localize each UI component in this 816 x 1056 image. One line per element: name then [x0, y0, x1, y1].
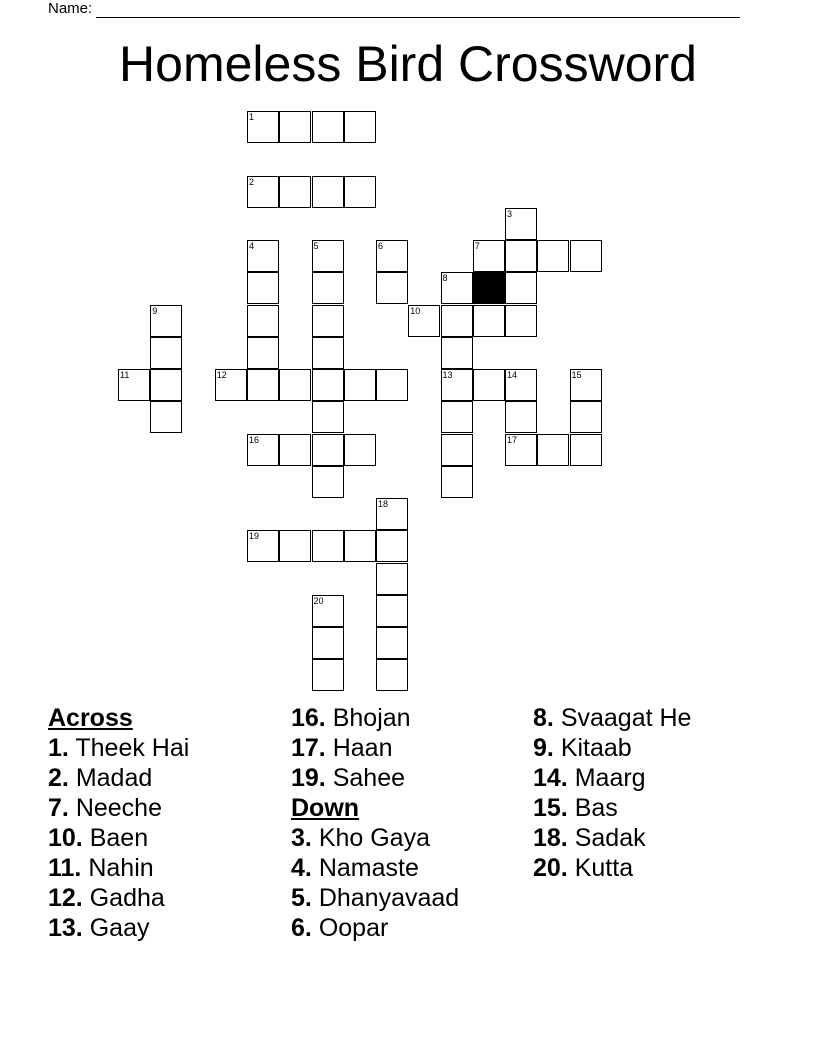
clue-number: 17	[507, 434, 518, 445]
clue-number: 9	[152, 305, 158, 316]
clue-item-number: 10.	[48, 824, 83, 852]
grid-cell[interactable]	[441, 434, 473, 466]
grid-cell[interactable]	[505, 240, 537, 272]
grid-cell[interactable]	[247, 305, 279, 337]
clue-item-text: Bas	[574, 794, 618, 822]
grid-cell[interactable]	[570, 401, 602, 433]
grid-cell[interactable]	[247, 369, 279, 401]
grid-cell[interactable]	[537, 240, 569, 272]
grid-cell[interactable]	[505, 305, 537, 337]
grid-cell[interactable]	[376, 659, 408, 691]
grid-cell[interactable]	[441, 272, 473, 304]
grid-cell[interactable]	[441, 305, 473, 337]
grid-cell[interactable]	[312, 401, 344, 433]
grid-cell[interactable]	[376, 530, 408, 562]
clue-item	[533, 823, 773, 853]
clue-item	[48, 883, 288, 913]
grid-cell[interactable]	[344, 369, 376, 401]
clue-column-1	[48, 703, 288, 943]
grid-cell[interactable]	[279, 111, 311, 143]
grid-cell[interactable]	[505, 208, 537, 240]
clue-item	[291, 733, 531, 763]
clue-item-text: Neeche	[75, 794, 162, 822]
clue-item-text: Gadha	[89, 884, 165, 912]
clue-item	[48, 763, 288, 793]
grid-cell[interactable]	[441, 401, 473, 433]
grid-cell[interactable]	[570, 240, 602, 272]
clue-number: 19	[249, 531, 260, 542]
grid-cell[interactable]	[312, 369, 344, 401]
grid-cell[interactable]	[312, 305, 344, 337]
clue-number: 6	[378, 241, 384, 251]
grid-cell[interactable]	[312, 627, 344, 659]
clue-item-number: 13.	[48, 914, 83, 942]
grid-cell[interactable]	[505, 401, 537, 433]
clue-item-number: 18.	[533, 824, 568, 852]
clue-item-number: 12.	[48, 884, 83, 912]
grid-cell[interactable]	[150, 305, 182, 337]
grid-cell[interactable]	[279, 176, 311, 208]
clue-number: 11	[120, 370, 130, 380]
clue-item-text: Baen	[89, 824, 149, 852]
clue-item	[533, 763, 773, 793]
grid-cell[interactable]	[344, 530, 376, 562]
clue-number: 3	[507, 208, 513, 219]
clue-item-text: Namaste	[318, 854, 419, 882]
clue-item	[291, 763, 531, 793]
clue-number: 18	[378, 499, 389, 509]
clue-number: 1	[249, 112, 255, 122]
clue-item-number: 17.	[291, 734, 326, 762]
clue-number: 4	[249, 241, 255, 251]
clue-item	[291, 703, 531, 733]
grid-cell[interactable]	[376, 563, 408, 595]
grid-cell[interactable]	[473, 369, 505, 401]
grid-cell[interactable]	[376, 498, 408, 530]
clue-number: 7	[474, 241, 480, 251]
grid-cell[interactable]	[505, 272, 537, 304]
clue-number: 13	[442, 370, 453, 380]
grid-cell[interactable]	[312, 111, 344, 143]
clue-column-3	[533, 703, 773, 883]
clue-item	[291, 883, 531, 913]
clue-item-number: 14.	[533, 764, 568, 792]
clue-item-text: Sahee	[332, 764, 406, 792]
grid-cell[interactable]	[376, 369, 408, 401]
clue-item	[48, 793, 288, 823]
clue-item-text: Dhanyavaad	[318, 884, 460, 912]
grid-cell[interactable]	[312, 466, 344, 498]
grid-cell[interactable]	[247, 434, 279, 466]
grid-cell[interactable]	[279, 434, 311, 466]
grid-cell[interactable]	[279, 530, 311, 562]
clue-item-number: 9.	[533, 734, 554, 762]
grid-cell[interactable]	[247, 337, 279, 369]
clue-item-number: 15.	[533, 794, 568, 822]
grid-cell[interactable]	[247, 530, 279, 562]
across-heading: Across	[48, 704, 133, 732]
grid-cell[interactable]	[441, 369, 473, 401]
clue-item	[533, 853, 773, 883]
clue-item-number: 20.	[533, 854, 568, 882]
grid-cell[interactable]	[441, 466, 473, 498]
name-label: Name:	[48, 0, 93, 17]
grid-cell[interactable]	[376, 240, 408, 272]
grid-cell[interactable]	[312, 176, 344, 208]
grid-cell[interactable]	[279, 369, 311, 401]
grid-cell[interactable]	[441, 337, 473, 369]
clue-item	[533, 733, 773, 763]
page-title: Homeless Bird Crossword	[119, 36, 697, 92]
clue-number: 10	[410, 305, 421, 316]
clue-item-number: 19.	[291, 764, 326, 792]
grid-cell[interactable]	[118, 369, 150, 401]
clue-number: 14	[507, 370, 518, 380]
clue-column-2	[291, 703, 531, 943]
grid-cell[interactable]	[312, 337, 344, 369]
clue-item	[533, 703, 773, 733]
clue-item-number: 11.	[48, 854, 82, 882]
clue-item-text: Nahin	[88, 854, 154, 882]
clue-item	[291, 823, 531, 853]
clue-item-number: 7.	[48, 794, 69, 822]
clue-item-text: Gaay	[89, 914, 150, 942]
grid-cell[interactable]	[344, 176, 376, 208]
grid-cell[interactable]	[376, 595, 408, 627]
clue-item-text: Kho Gaya	[318, 824, 430, 852]
grid-cell[interactable]	[570, 434, 602, 466]
grid-cell[interactable]	[247, 272, 279, 304]
grid-cell[interactable]	[247, 176, 279, 208]
clue-item-number: 16.	[291, 704, 326, 732]
grid-cell[interactable]	[150, 337, 182, 369]
down-heading: Down	[291, 794, 360, 822]
grid-cell[interactable]	[505, 434, 537, 466]
clue-item	[48, 733, 288, 763]
clue-item-text: Theek Hai	[75, 734, 190, 762]
grid-cell[interactable]	[344, 111, 376, 143]
clue-item-number: 5.	[291, 884, 312, 912]
clue-number: 8	[442, 273, 448, 284]
clue-item-number: 1.	[48, 734, 69, 762]
grid-cell[interactable]	[537, 434, 569, 466]
grid-cell[interactable]	[344, 434, 376, 466]
grid-cell[interactable]	[150, 401, 182, 433]
grid-cell[interactable]	[505, 369, 537, 401]
grid-cell[interactable]	[376, 272, 408, 304]
clue-item-text: Haan	[332, 734, 393, 762]
grid-cell[interactable]	[215, 369, 247, 401]
clue-item	[48, 823, 288, 853]
grid-cell[interactable]	[312, 434, 344, 466]
clue-item-number: 2.	[48, 764, 69, 792]
clue-item-number: 3.	[291, 824, 312, 852]
clue-item-text: Maarg	[574, 764, 646, 792]
grid-cell[interactable]	[312, 272, 344, 304]
clue-number: 5	[313, 241, 319, 251]
grid-cell[interactable]	[376, 627, 408, 659]
clue-number: 2	[249, 176, 255, 187]
clue-item	[533, 793, 773, 823]
clue-number: 15	[571, 370, 582, 380]
clue-item-number: 8.	[533, 704, 554, 732]
grid-cell[interactable]	[312, 595, 344, 627]
grid-cell[interactable]	[247, 240, 279, 272]
grid-cell[interactable]	[150, 369, 182, 401]
clue-item-text: Bhojan	[332, 704, 411, 732]
clue-item-text: Sadak	[574, 824, 646, 852]
clue-item-text: Kitaab	[560, 734, 632, 762]
clue-number: 12	[216, 370, 227, 380]
clue-item-text: Oopar	[318, 914, 389, 942]
clue-item-text: Madad	[75, 764, 153, 792]
clue-item-text: Svaagat He	[560, 704, 692, 732]
clue-item	[291, 913, 531, 943]
blocked-cell	[473, 272, 505, 304]
grid-cell[interactable]	[570, 369, 602, 401]
grid-cell[interactable]	[473, 240, 505, 272]
clue-item-text: Kutta	[574, 854, 634, 882]
clue-number: 20	[313, 595, 324, 606]
grid-cell[interactable]	[473, 305, 505, 337]
clue-item-number: 4.	[291, 854, 312, 882]
grid-cell[interactable]	[312, 530, 344, 562]
clue-item	[291, 853, 531, 883]
clue-item-number: 6.	[291, 914, 312, 942]
clue-number: 16	[249, 434, 260, 445]
grid-cell[interactable]	[312, 659, 344, 691]
clue-item	[48, 913, 288, 943]
grid-cell[interactable]	[408, 305, 440, 337]
grid-cell[interactable]	[312, 240, 344, 272]
clue-item	[48, 853, 288, 883]
grid-cell[interactable]	[247, 111, 279, 143]
